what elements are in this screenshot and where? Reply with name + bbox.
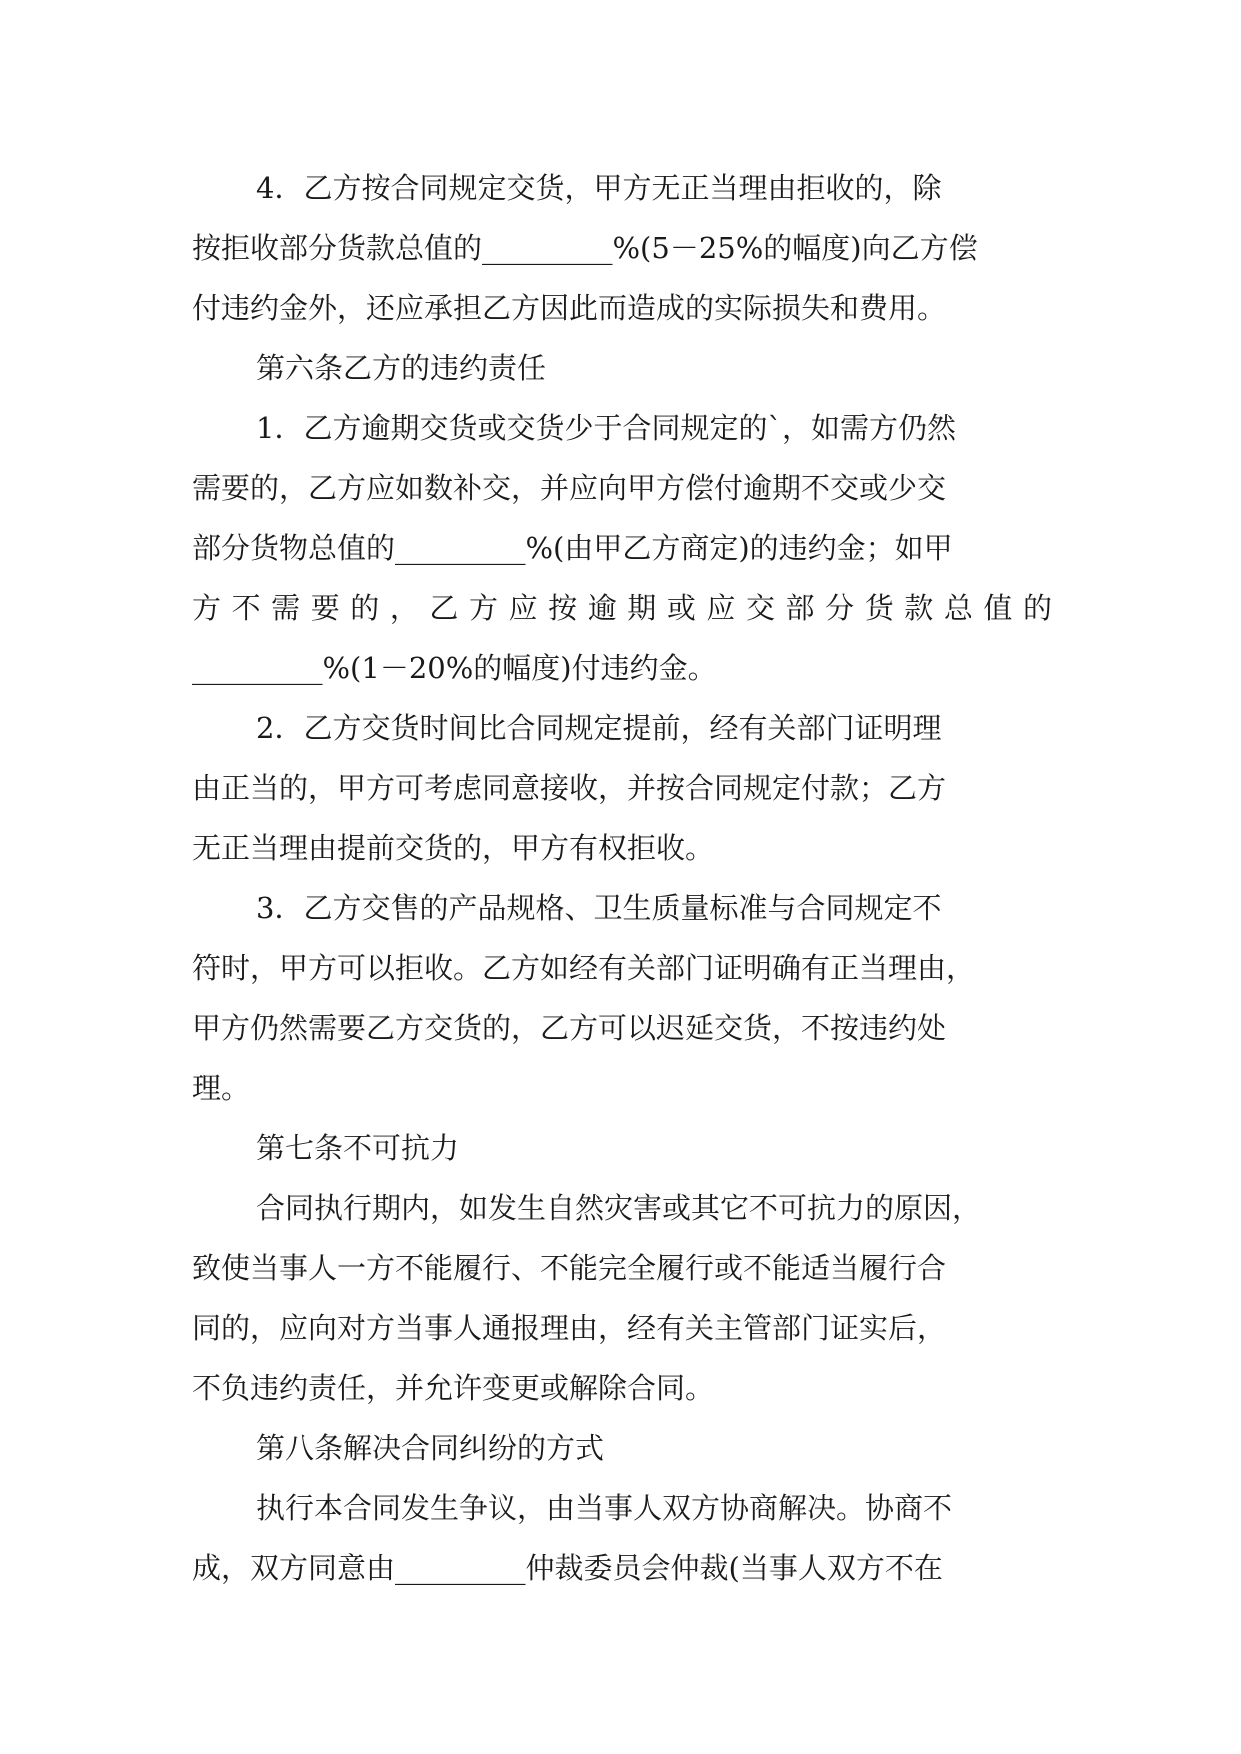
clause-line: 4．乙方按合同规定交货，甲方无正当理由拒收的，除 <box>256 171 942 205</box>
clause-line: 方不需要的，乙方应按逾期或应交部分货款总值的 <box>192 591 1052 625</box>
clause-line: 理。 <box>192 1071 251 1105</box>
clause-line: 无正当理由提前交货的，甲方有权拒收。 <box>192 831 715 865</box>
clause-line: 合同执行期内，如发生自然灾害或其它不可抗力的原因， <box>256 1191 982 1225</box>
clause-line: 致使当事人一方不能履行、不能完全履行或不能适当履行合 <box>192 1251 947 1285</box>
clause-line: 按拒收部分货款总值的_________%(5－25%的幅度)向乙方偿 <box>192 231 978 265</box>
clause-line: 符时，甲方可以拒收。乙方如经有关部门证明确有正当理由， <box>192 951 976 985</box>
clause-line: 甲方仍然需要乙方交货的，乙方可以迟延交货，不按违约处 <box>192 1011 947 1045</box>
clause-line: _________%(1－20%的幅度)付违约金。 <box>192 651 717 685</box>
clause-line: 同的，应向对方当事人通报理由，经有关主管部门证实后， <box>192 1311 947 1345</box>
clause-line: 3．乙方交售的产品规格、卫生质量标准与合同规定不 <box>256 891 942 925</box>
article-heading: 第六条乙方的违约责任 <box>256 351 547 385</box>
clause-line: 不负违约责任，并允许变更或解除合同。 <box>192 1371 715 1405</box>
clause-line: 部分货物总值的_________%(由甲乙方商定)的违约金；如甲 <box>192 531 953 565</box>
article-heading: 第八条解决合同纠纷的方式 <box>256 1431 605 1465</box>
clause-line: 执行本合同发生争议，由当事人双方协商解决。协商不 <box>256 1491 953 1525</box>
clause-line: 2．乙方交货时间比合同规定提前，经有关部门证明理 <box>256 711 942 745</box>
clause-line: 由正当的，甲方可考虑同意接收，并按合同规定付款；乙方 <box>192 771 947 805</box>
contract-text <box>192 158 1052 1598</box>
clause-line: 需要的，乙方应如数补交，并应向甲方偿付逾期不交或少交 <box>192 471 947 505</box>
clause-line: 1．乙方逾期交货或交货少于合同规定的`，如需方仍然 <box>256 411 956 445</box>
article-heading: 第七条不可抗力 <box>256 1131 460 1165</box>
clause-line: 成，双方同意由_________仲裁委员会仲裁(当事人双方不在 <box>192 1551 943 1585</box>
clause-line: 付违约金外，还应承担乙方因此而造成的实际损失和费用。 <box>192 291 947 325</box>
